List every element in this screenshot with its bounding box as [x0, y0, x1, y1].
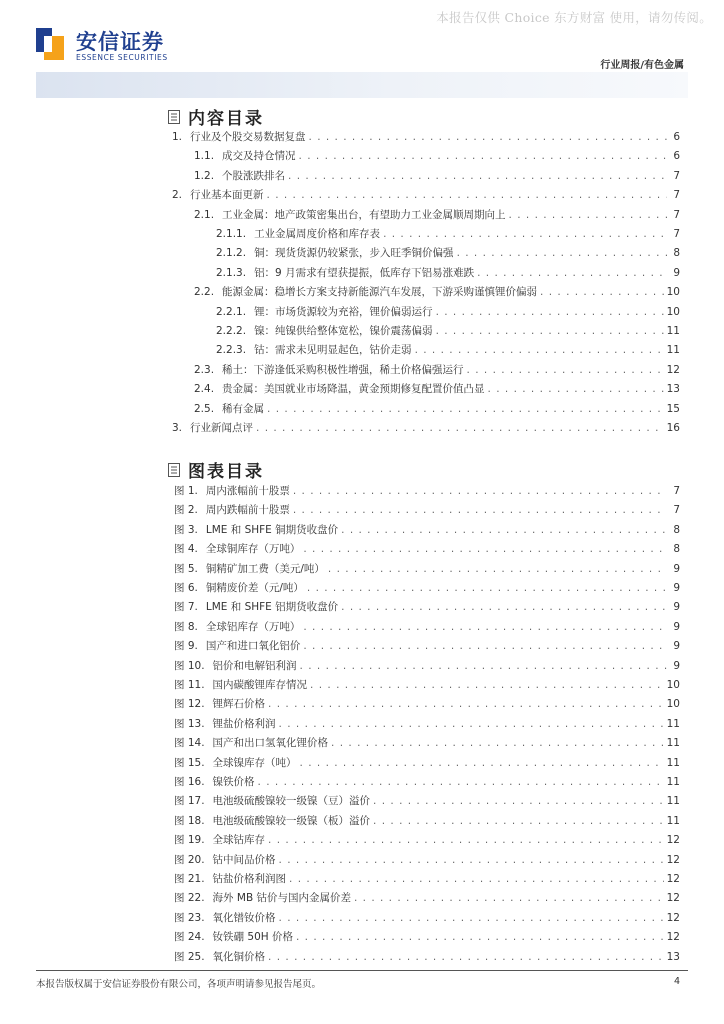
document-icon — [168, 110, 180, 124]
toc-number: 2.2.1. — [216, 305, 247, 318]
dot-leader — [354, 889, 664, 907]
toc-number: 2.1.1. — [216, 228, 247, 240]
toc-number: 1.1. — [194, 150, 215, 163]
figure-title: 周内涨幅前十股票 — [205, 485, 290, 497]
figure-number: 图 22. — [174, 892, 205, 905]
figure-page: 10 — [666, 679, 680, 691]
figure-title: 国产和进口氧化铝价 — [205, 640, 301, 653]
figure-entry[interactable] — [0, 928, 680, 946]
figure-title: 氧化铜价格 — [212, 950, 266, 963]
figure-number: 图 9. — [174, 640, 198, 653]
toc-page: 9 — [673, 266, 680, 279]
figure-title: 电池级硫酸镍较一级镍（板）溢价 — [212, 814, 371, 827]
figure-number: 图 18. — [174, 814, 205, 827]
toc-page: 7 — [673, 169, 680, 182]
figure-title: 钴盐价格利润图 — [212, 873, 287, 885]
dot-leader — [436, 303, 664, 321]
figure-number: 图 15. — [174, 756, 205, 769]
dot-leader — [488, 380, 664, 398]
dot-leader — [293, 482, 667, 500]
dot-leader — [303, 540, 667, 558]
figure-page: 12 — [666, 853, 680, 866]
dot-leader — [436, 322, 664, 340]
figure-title: LME 和 SHFE 铝期货收盘价 — [205, 601, 339, 614]
figure-title: 钕铁硼 50H 价格 — [212, 931, 293, 944]
toc-title: 行业新闻点评 — [190, 422, 254, 434]
figure-entry[interactable] — [0, 676, 680, 694]
figure-number: 图 12. — [174, 698, 205, 711]
figure-entry[interactable] — [0, 618, 680, 636]
toc-number: 2.1.3. — [216, 266, 247, 279]
figure-entry[interactable] — [0, 657, 680, 675]
figure-entry[interactable] — [0, 482, 680, 500]
dot-leader — [373, 792, 664, 810]
figure-number: 图 7. — [174, 601, 198, 614]
figure-page: 8 — [673, 523, 680, 536]
toc-page: 6 — [673, 150, 680, 163]
toc-title: 铜：现货货源仍较紧张，步入旺季铜价偏强 — [254, 247, 454, 260]
figure-page: 11 — [666, 756, 680, 769]
dot-leader — [303, 618, 667, 636]
figure-page: 9 — [673, 620, 680, 633]
toc-page: 12 — [666, 363, 680, 376]
dot-leader — [279, 909, 664, 927]
figure-entry[interactable] — [0, 637, 680, 655]
toc-page: 15 — [666, 402, 680, 415]
figure-entry[interactable] — [0, 889, 680, 907]
figure-entry[interactable] — [0, 909, 680, 927]
toc-page: 10 — [666, 305, 680, 318]
dot-leader — [289, 870, 664, 888]
figures-heading — [168, 457, 264, 482]
figure-page: 12 — [666, 931, 680, 944]
figure-title: 国产和出口氢氧化锂价格 — [212, 737, 329, 750]
toc-entry[interactable] — [0, 186, 680, 204]
dot-leader — [296, 928, 664, 946]
toc-entry[interactable] — [0, 283, 680, 301]
toc-entry[interactable] — [0, 206, 680, 224]
figure-page: 9 — [673, 640, 680, 653]
figure-page: 7 — [673, 485, 680, 497]
dot-leader — [300, 754, 664, 772]
figure-page: 12 — [666, 834, 680, 847]
dot-leader — [300, 657, 667, 675]
figure-title: LME 和 SHFE 铜期货收盘价 — [205, 523, 339, 536]
figure-page: 11 — [666, 795, 680, 808]
toc-entry[interactable] — [0, 244, 680, 262]
figure-page: 9 — [673, 582, 680, 594]
logo-name-en: ESSENCE SECURITIES — [76, 53, 168, 62]
figure-title: 锂盐价格利润 — [212, 717, 276, 730]
figure-title: 国内碳酸锂库存情况 — [212, 679, 308, 691]
dot-leader — [341, 598, 667, 616]
toc-entry[interactable] — [0, 322, 680, 340]
toc-entry[interactable] — [0, 264, 680, 282]
dot-leader — [309, 128, 667, 146]
toc-page: 8 — [673, 247, 680, 260]
toc-number: 2.1. — [194, 208, 215, 221]
figure-page: 7 — [673, 504, 680, 517]
footer-disclaimer: 本报告版权属于安信证券股份有限公司，各项声明请参见报告尾页。 — [36, 979, 322, 990]
dot-leader — [256, 419, 664, 437]
figure-entry[interactable] — [0, 773, 680, 791]
toc-title: 镍：纯镍供给整体宽松，镍价震荡偏弱 — [254, 325, 433, 337]
watermark: 本报告仅供 Choice 东方财富 使用，请勿传阅。 — [436, 10, 712, 25]
figure-number: 图 4. — [174, 543, 198, 556]
toc-page: 13 — [666, 383, 680, 396]
toc-number: 1. — [172, 131, 183, 143]
figure-entry[interactable] — [0, 734, 680, 752]
toc-page: 6 — [673, 131, 680, 143]
figure-entry[interactable] — [0, 579, 680, 597]
figure-title: 海外 MB 钴价与国内金属价差 — [212, 892, 351, 905]
dot-leader — [341, 521, 667, 539]
dot-leader — [299, 147, 667, 165]
figure-entry[interactable] — [0, 501, 680, 519]
footer-divider — [36, 970, 688, 971]
header-band — [36, 72, 688, 98]
figure-page: 9 — [673, 601, 680, 614]
toc-number: 2.1.2. — [216, 247, 247, 260]
dot-leader — [328, 560, 667, 578]
toc-number: 2.2. — [194, 286, 215, 299]
figure-number: 图 23. — [174, 911, 205, 924]
figure-page: 12 — [666, 873, 680, 885]
dot-leader — [415, 341, 664, 359]
figure-number: 图 11. — [174, 679, 205, 691]
figure-title: 铜精矿加工费（美元/吨） — [205, 562, 325, 575]
toc-entry[interactable] — [0, 400, 680, 418]
toc-title: 工业金属周度价格和库存表 — [254, 228, 381, 240]
dot-leader — [457, 244, 667, 262]
dot-leader — [268, 831, 664, 849]
figure-number: 图 10. — [174, 659, 205, 672]
figure-entry[interactable] — [0, 695, 680, 713]
figure-entry[interactable] — [0, 754, 680, 772]
toc-page: 11 — [666, 344, 680, 357]
dot-leader — [268, 695, 664, 713]
figure-entry[interactable] — [0, 560, 680, 578]
toc-entry[interactable] — [0, 147, 680, 165]
figure-entry[interactable] — [0, 540, 680, 558]
toc-entry[interactable] — [0, 128, 680, 146]
toc-heading-text: 内容目录 — [188, 109, 264, 129]
figure-number: 图 21. — [174, 873, 205, 885]
toc-title: 能源金属：稳增长方案支持新能源汽车发展，下游采购谨慎锂价偏弱 — [222, 286, 538, 299]
toc-title: 工业金属：地产政策密集出台，有望助力工业金属顺周期向上 — [222, 208, 506, 221]
toc-entry[interactable] — [0, 419, 680, 437]
figure-number: 图 1. — [174, 485, 198, 497]
toc-number: 2.4. — [194, 383, 215, 396]
figure-number: 图 19. — [174, 834, 205, 847]
figure-title: 周内跌幅前十股票 — [205, 504, 290, 517]
figure-number: 图 20. — [174, 853, 205, 866]
figure-entry[interactable] — [0, 870, 680, 888]
figure-page: 9 — [673, 562, 680, 575]
figure-number: 图 17. — [174, 795, 205, 808]
toc-number: 3. — [172, 422, 183, 434]
report-type: 行业周报/有色金属 — [600, 60, 684, 71]
company-logo — [36, 26, 196, 66]
dot-leader — [509, 206, 667, 224]
toc-number: 2.2.3. — [216, 344, 247, 357]
figure-title: 全球钴库存 — [212, 834, 266, 847]
figure-entry[interactable] — [0, 792, 680, 810]
figure-entry[interactable] — [0, 948, 680, 966]
toc-number: 1.2. — [194, 169, 215, 182]
toc-number: 2.2.2. — [216, 325, 247, 337]
figure-entry[interactable] — [0, 598, 680, 616]
figures-heading-text: 图表目录 — [188, 462, 264, 482]
dot-leader — [467, 361, 664, 379]
figure-page: 10 — [666, 698, 680, 711]
toc-number: 2.3. — [194, 363, 215, 376]
toc-number: 2.5. — [194, 402, 215, 415]
toc-page: 7 — [673, 208, 680, 221]
figure-entry[interactable] — [0, 812, 680, 830]
dot-leader — [383, 225, 667, 243]
dot-leader — [279, 715, 664, 733]
dot-leader — [268, 948, 664, 966]
figure-title: 全球镍库存（吨） — [212, 756, 297, 769]
figure-page: 11 — [666, 717, 680, 730]
figure-page: 13 — [666, 950, 680, 963]
figure-title: 氧化镨钕价格 — [212, 911, 276, 924]
figure-entry[interactable] — [0, 521, 680, 539]
dot-leader — [307, 579, 667, 597]
figure-page: 12 — [666, 911, 680, 924]
figure-page: 9 — [673, 659, 680, 672]
logo-mark-icon — [36, 28, 64, 60]
figure-page: 8 — [673, 543, 680, 556]
toc-entry[interactable] — [0, 361, 680, 379]
toc-entry[interactable] — [0, 341, 680, 359]
figure-number: 图 24. — [174, 931, 205, 944]
figure-title: 钴中间品价格 — [212, 853, 276, 866]
figure-page: 11 — [666, 814, 680, 827]
dot-leader — [303, 637, 667, 655]
toc-entry[interactable] — [0, 380, 680, 398]
toc-title: 稀土：下游逢低采购积极性增强，稀土价格偏强运行 — [222, 363, 464, 376]
figure-title: 全球铜库存（万吨） — [205, 543, 301, 556]
figure-number: 图 8. — [174, 620, 198, 633]
dot-leader — [267, 186, 667, 204]
toc-title: 贵金属：美国就业市场降温，黄金预期修复配置价值凸显 — [222, 383, 485, 396]
dot-leader — [331, 734, 664, 752]
dot-leader — [267, 400, 664, 418]
dot-leader — [258, 773, 664, 791]
toc-title: 钴：需求未见明显起色，钴价走弱 — [254, 344, 412, 357]
dot-leader — [540, 283, 664, 301]
toc-title: 成交及持仓情况 — [222, 150, 296, 163]
page-number: 4 — [673, 976, 680, 987]
figure-title: 全球铝库存（万吨） — [205, 620, 301, 633]
toc-title: 个股涨跌排名 — [222, 169, 286, 182]
figure-entry[interactable] — [0, 715, 680, 733]
figure-page: 12 — [666, 892, 680, 905]
toc-entry[interactable] — [0, 225, 680, 243]
dot-leader — [279, 851, 664, 869]
figure-title: 电池级硫酸镍较一级镍（豆）溢价 — [212, 795, 371, 808]
toc-entry[interactable] — [0, 167, 680, 185]
logo-name-cn: 安信证券 — [76, 30, 164, 54]
toc-title: 稀有金属 — [222, 402, 265, 415]
toc-title: 锂：市场货源较为充裕，锂价偏弱运行 — [254, 305, 433, 318]
figure-number: 图 16. — [174, 776, 205, 788]
dot-leader — [373, 812, 664, 830]
figure-number: 图 5. — [174, 562, 198, 575]
figure-number: 图 13. — [174, 717, 205, 730]
toc-title: 行业基本面更新 — [190, 189, 264, 202]
figure-title: 锂辉石价格 — [212, 698, 266, 711]
toc-page: 11 — [666, 325, 680, 337]
toc-entry[interactable] — [0, 303, 680, 321]
figure-page: 11 — [666, 776, 680, 788]
figure-entry[interactable] — [0, 851, 680, 869]
dot-leader — [477, 264, 667, 282]
toc-heading — [168, 104, 264, 129]
figure-number: 图 3. — [174, 523, 198, 536]
toc-page: 16 — [666, 422, 680, 434]
figure-number: 图 6. — [174, 582, 198, 594]
toc-page: 7 — [673, 228, 680, 240]
toc-title: 行业及个股交易数据复盘 — [190, 131, 306, 143]
figure-number: 图 25. — [174, 950, 205, 963]
figure-title: 铝价和电解铝利润 — [212, 659, 297, 672]
toc-page: 10 — [666, 286, 680, 299]
figure-page: 11 — [666, 737, 680, 750]
dot-leader — [293, 501, 667, 519]
dot-leader — [310, 676, 664, 694]
toc-title: 铝：9 月需求有望获提振，低库存下铝易涨难跌 — [254, 266, 475, 279]
figure-title: 镍铁价格 — [212, 776, 255, 788]
figure-number: 图 14. — [174, 737, 205, 750]
toc-number: 2. — [172, 189, 183, 202]
figure-number: 图 2. — [174, 504, 198, 517]
toc-page: 7 — [673, 189, 680, 202]
dot-leader — [288, 167, 667, 185]
figure-entry[interactable] — [0, 831, 680, 849]
figure-title: 铜精废价差（元/吨） — [205, 582, 304, 594]
chart-list-icon — [168, 463, 180, 477]
